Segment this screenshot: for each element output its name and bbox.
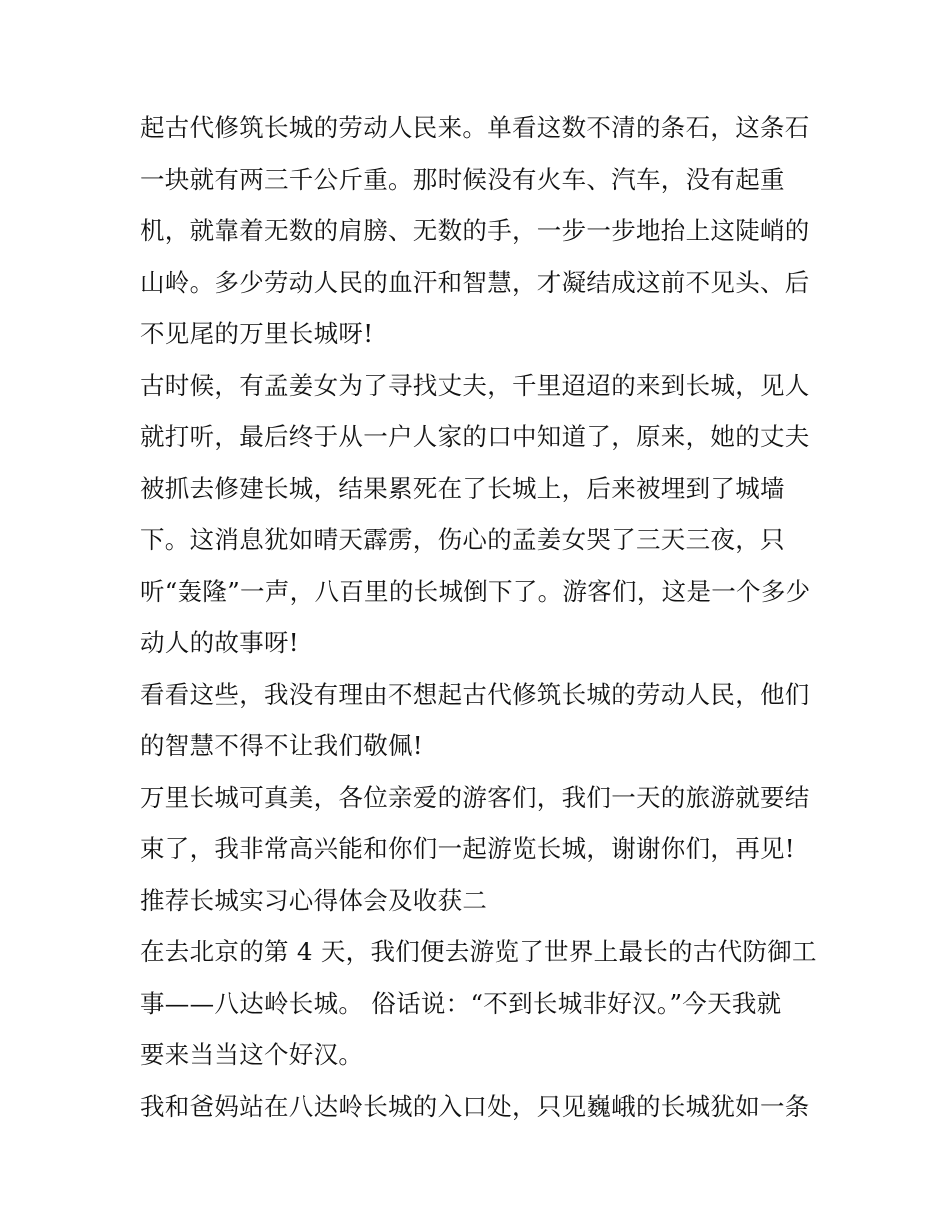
text-line: 束了，我非常高兴能和你们一起游览长城，谢谢你们，再见! — [140, 834, 795, 863]
document-body — [140, 102, 816, 1132]
text-line: 下。这消息犹如晴天霹雳，伤心的孟姜女哭了三天三夜，只 — [140, 525, 785, 554]
text-line: 看看这些，我没有理由不想起古代修筑长城的劳动人民，他们 — [140, 679, 810, 709]
text-line: 不见尾的万里长城呀! — [140, 319, 374, 348]
text-line: 被抓去修建长城，结果累死在了长城上，后来被埋到了城墙 — [140, 473, 785, 503]
text-line: 我和爸妈站在八达岭长城的入口处，只见巍峨的长城犹如一条 — [140, 1091, 810, 1121]
text-line: 就打听，最后终于从一户人家的口中知道了，原来，她的丈夫 — [140, 422, 810, 451]
text-line: 动人的故事呀! — [140, 628, 299, 657]
text-line: 机，就靠着无数的肩膀、无数的手，一步一步地抬上这陡峭的 — [140, 216, 810, 245]
text-line: 山岭。多少劳动人民的血汗和智慧，才凝结成这前不见头、后 — [140, 267, 810, 297]
text-line: 在去北京的第 4 天，我们便去游览了世界上最长的古代防御工 — [140, 937, 817, 966]
section-heading: 推荐长城实习心得体会及收获二 — [140, 885, 488, 915]
text-line: 要来当当这个好汉。 — [140, 1040, 364, 1069]
text-line: 事——八达岭长城。 俗话说：“不到长城非好汉。”今天我就 — [140, 988, 782, 1018]
text-line: 听“轰隆”一声，八百里的长城倒下了。游客们，这是一个多少 — [140, 576, 811, 606]
text-line: 万里长城可真美，各位亲爱的游客们，我们一天的旅游就要结 — [140, 782, 810, 812]
text-line: 古时候，有孟姜女为了寻找丈夫，千里迢迢的来到长城，见人 — [140, 370, 810, 400]
text-line: 的智慧不得不让我们敬佩! — [140, 731, 423, 760]
text-line: 起古代修筑长城的劳动人民来。单看这数不清的条石，这条石 — [140, 113, 810, 142]
text-line: 一块就有两三千公斤重。那时候没有火车、汽车，没有起重 — [140, 164, 785, 194]
